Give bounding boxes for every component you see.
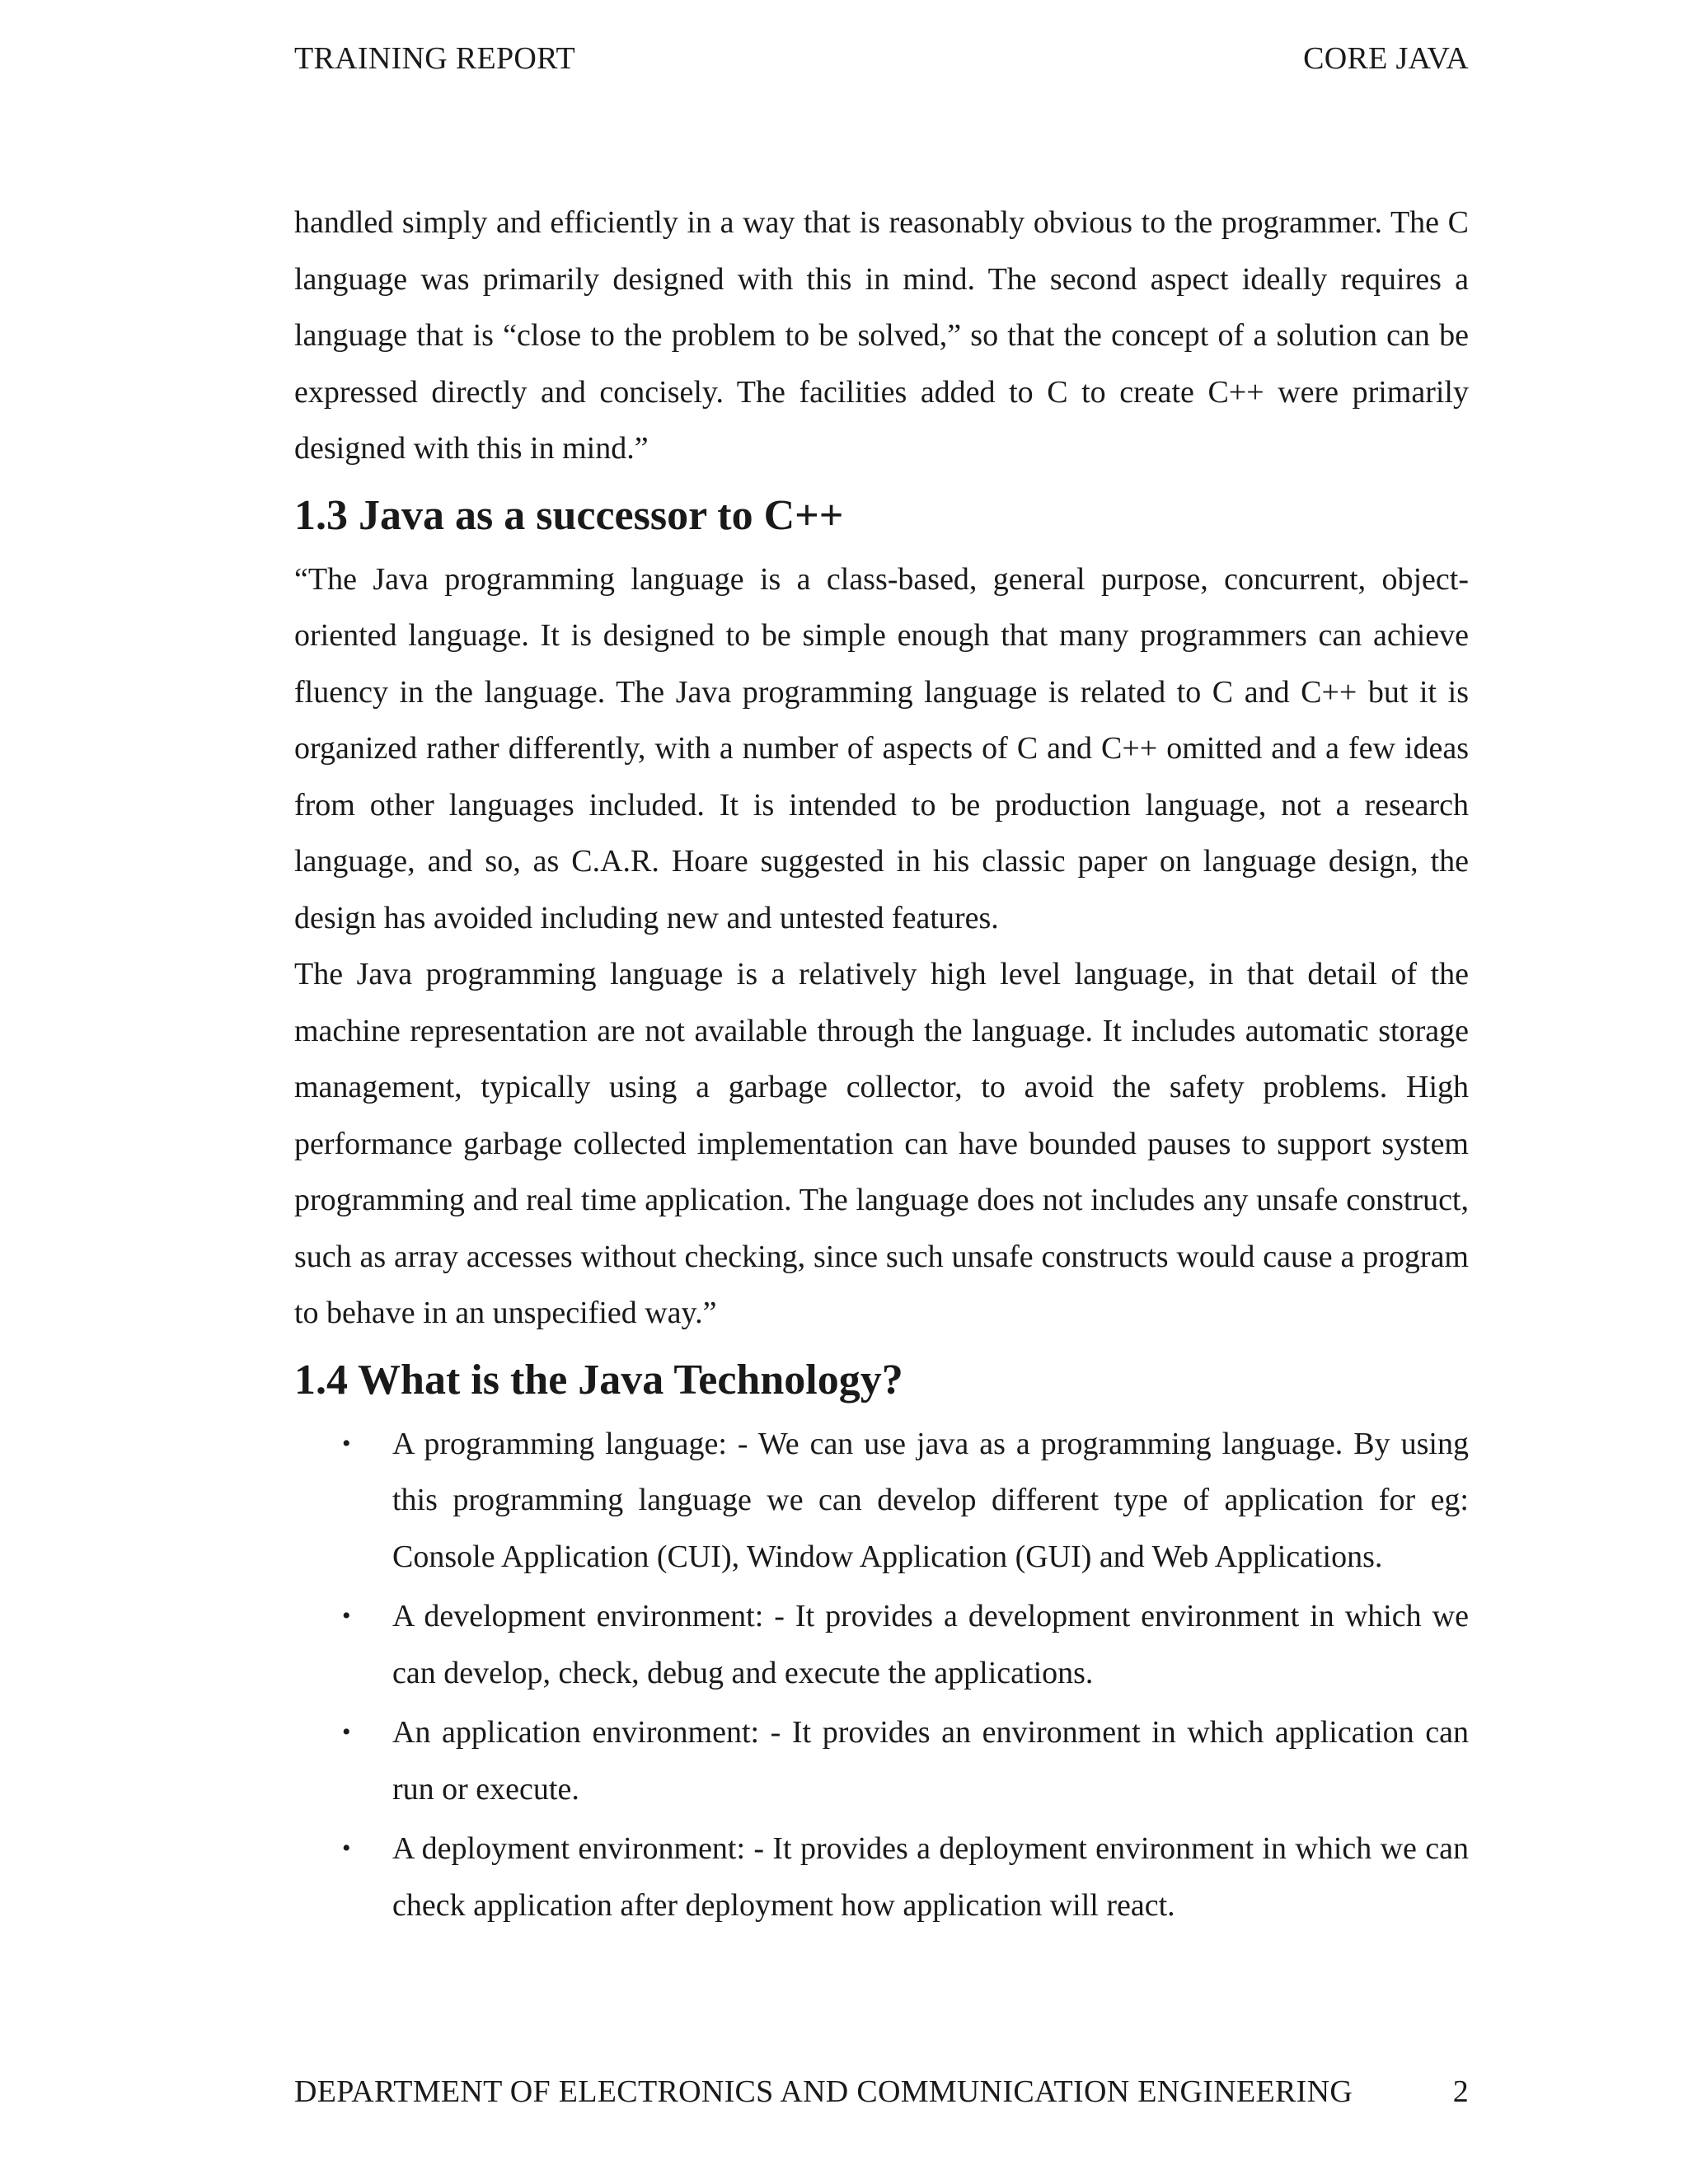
header-report-title: TRAINING REPORT [294, 41, 576, 76]
page-header [294, 40, 1469, 77]
list-item [294, 1588, 1469, 1701]
java-technology-list [294, 1416, 1469, 1934]
section-heading-java-successor: 1.3 Java as a successor to C++ [294, 491, 844, 539]
list-item-text: A development environment: - It provides a development environment in which we can develop, check, debug and execute the applications. [392, 1599, 1469, 1690]
list-item-text: A programming language: - We can use java as a programming language. By using this programming language we can develop different type of application for eg: Console Application (CUI), Window Application (GUI) and Web Applications. [392, 1426, 1469, 1574]
bullet-icon: • [342, 1602, 351, 1629]
page-footer [294, 2073, 1469, 2111]
successor-paragraph-2: The Java programming language is a relatively high level language, in that detail of the machine representation are not available through the language. It includes automatic storage management, typically using a garbage collector, to avoid the safety problems. High performance garbage collected implementation can have bounded pauses to support system programming and real time application. The language does not includes any unsafe construct, such as array accesses without checking, since such unsafe constructs would cause a program to behave in an unspecified way.” [294, 957, 1469, 1330]
page-number: 2 [1452, 2074, 1469, 2109]
header-subject: CORE JAVA [1303, 41, 1469, 76]
list-item-text: A deployment environment: - It provides a deployment environment in which we can check application after deployment how application will react. [392, 1831, 1469, 1923]
footer-department: DEPARTMENT OF ELECTRONICS AND COMMUNICATION ENGINEERING [294, 2074, 1353, 2109]
successor-paragraph-1: “The Java programming language is a class-based, general purpose, concurrent, object-oriented language. It is designed to be simple enough that many programmers can achieve fluency in the language. The Java programming language is related to C and C++ but it is organized rather differently, with a number of aspects of C and C++ omitted and a few ideas from other languages included. It is intended to be production language, not a research language, and so, as C.A.R. Hoare suggested in his classic paper on language design, the design has avoided including new and untested features. [294, 561, 1469, 935]
intro-continuation-paragraph: handled simply and efficiently in a way that is reasonably obvious to the programmer. The C language was primarily designed with this in mind. The second aspect ideally requires a language that is “close to the problem to be solved,” so that the concept of a solution can be expressed directly and concisely. The facilities added to C to create C++ were primarily designed with this in mind.” [294, 205, 1469, 466]
section-heading-java-technology: 1.4 What is the Java Technology? [294, 1356, 903, 1404]
bullet-icon: • [342, 1429, 351, 1457]
page-content [294, 194, 1469, 1937]
list-item [294, 1704, 1469, 1817]
list-item [294, 1821, 1469, 1933]
bullet-icon: • [342, 1718, 351, 1746]
list-item-text: An application environment: - It provides an environment in which application can run or execute. [392, 1715, 1469, 1807]
list-item [294, 1416, 1469, 1586]
bullet-icon: • [342, 1835, 351, 1862]
